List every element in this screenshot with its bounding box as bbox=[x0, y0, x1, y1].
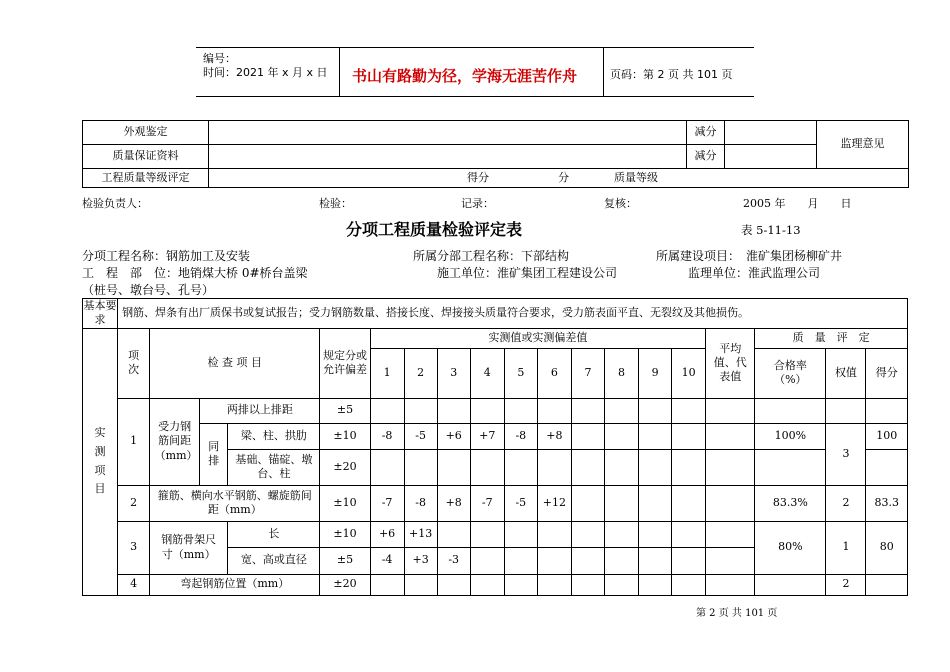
value-cell: +6 bbox=[437, 423, 470, 449]
value-cell bbox=[571, 547, 604, 574]
col-9: 9 bbox=[639, 348, 672, 398]
points-label: 分 bbox=[558, 170, 569, 184]
quality-docs-label: 质量保证资料 bbox=[83, 145, 209, 169]
value-cell bbox=[604, 521, 638, 547]
item-2-no: 2 bbox=[118, 485, 150, 521]
item-2-weight: 2 bbox=[826, 485, 866, 521]
value-cell: -7 bbox=[370, 485, 404, 521]
weight-header: 权值 bbox=[826, 348, 866, 398]
item-1-name: 受力钢筋间距（mm） bbox=[150, 398, 200, 485]
table-row bbox=[83, 423, 908, 449]
item-3b-sub: 宽、高或直径 bbox=[228, 547, 320, 574]
item-2-name: 箍筋、横向水平钢筋、螺旋筋间距（mm） bbox=[150, 485, 320, 521]
value-cell bbox=[537, 547, 571, 574]
col-5: 5 bbox=[504, 348, 537, 398]
value-cell bbox=[672, 547, 706, 574]
value-cell bbox=[437, 521, 470, 547]
same-row-label: 同排 bbox=[200, 423, 228, 485]
deduct-label: 减分 bbox=[687, 121, 725, 145]
date-label: 2005 年 月 日 bbox=[743, 197, 852, 210]
item-3-name: 钢筋骨架尺寸（mm） bbox=[150, 521, 228, 574]
value-cell bbox=[639, 547, 672, 574]
inspector-label: 检验负责人： bbox=[82, 197, 148, 210]
measured-values-header: 实测值或实测偏差值 bbox=[370, 328, 706, 348]
division-name: 所属分部工程名称：下部结构 bbox=[413, 249, 570, 263]
record-label: 记录： bbox=[461, 197, 494, 210]
value-cell bbox=[639, 521, 672, 547]
grade-eval-row bbox=[209, 169, 909, 188]
item-3-rate: 80% bbox=[755, 521, 826, 574]
basic-req-label: 基本要求 bbox=[83, 299, 117, 327]
value-cell: +8 bbox=[537, 423, 571, 449]
page-title: 分项工程质量检验评定表 bbox=[346, 220, 523, 239]
item-3b-tol: ±5 bbox=[320, 547, 370, 574]
item-4-tol: ±20 bbox=[320, 574, 370, 595]
score-label: 得分 bbox=[467, 170, 489, 184]
item-1a-sub: 两排以上排距 bbox=[200, 398, 320, 423]
value-cell bbox=[571, 423, 604, 449]
page-footer: 第 2 页 共 101 页 bbox=[696, 608, 778, 619]
value-cell: +7 bbox=[470, 423, 504, 449]
col-3: 3 bbox=[437, 348, 470, 398]
value-cell bbox=[639, 423, 672, 449]
contractor: 施工单位：淮矿集团工程建设公司 bbox=[437, 266, 618, 280]
value-cell: +6 bbox=[370, 521, 404, 547]
appearance-label: 外观鉴定 bbox=[83, 121, 209, 145]
avg-header: 平均值、代表值 bbox=[706, 328, 755, 398]
value-cell: +12 bbox=[537, 485, 571, 521]
score-header: 得分 bbox=[866, 348, 908, 398]
basic-req-text: 钢筋、焊条有出厂质保书或复试报告；受力钢筋数量、搭接长度、焊接接头质量符合要求，受力筋表面平直、无裂纹及其他损伤。 bbox=[118, 299, 908, 329]
value-cell: -3 bbox=[437, 547, 470, 574]
quality-grade-label: 质量等级 bbox=[614, 170, 658, 184]
col-8: 8 bbox=[604, 348, 638, 398]
item-1b-tol: ±10 bbox=[320, 423, 370, 449]
item-1a-tol: ±5 bbox=[320, 398, 370, 423]
value-cell bbox=[604, 485, 638, 521]
motto: 书山有路勤为径，学海无涯苦作舟 bbox=[352, 67, 578, 85]
col-6: 6 bbox=[537, 348, 571, 398]
review-label: 复核： bbox=[604, 197, 637, 210]
value-cell: -7 bbox=[470, 485, 504, 521]
value-cell: +3 bbox=[404, 547, 437, 574]
value-cell bbox=[571, 521, 604, 547]
value-cell: -8 bbox=[370, 423, 404, 449]
value-cell bbox=[504, 547, 537, 574]
item-1c-tol: ±20 bbox=[320, 449, 370, 485]
inspection-table bbox=[82, 298, 908, 596]
table-row bbox=[83, 485, 908, 521]
value-cell: -4 bbox=[370, 547, 404, 574]
appearance-value bbox=[209, 121, 687, 145]
grade-eval-label: 工程质量等级评定 bbox=[83, 169, 209, 188]
pile-note: （桩号、墩台号、孔号） bbox=[82, 283, 215, 297]
table-row bbox=[83, 574, 908, 595]
time-text: 时间：2021 年 x 月 x 日 bbox=[203, 66, 328, 79]
item-3a-sub: 长 bbox=[228, 521, 320, 547]
supervisor: 监理单位：淮武监理公司 bbox=[688, 266, 821, 280]
value-cell bbox=[537, 521, 571, 547]
value-cell bbox=[604, 423, 638, 449]
value-cell bbox=[604, 547, 638, 574]
item-2-rate: 83.3% bbox=[755, 485, 826, 521]
item-4-weight: 2 bbox=[826, 574, 866, 595]
item-1-score: 100 bbox=[866, 423, 908, 449]
item-1c-sub: 基础、锚碇、墩台、柱 bbox=[228, 449, 320, 485]
table-row bbox=[83, 521, 908, 547]
item-3-no: 3 bbox=[118, 521, 150, 574]
item-2-score: 83.3 bbox=[866, 485, 908, 521]
item-1-no: 1 bbox=[118, 398, 150, 485]
deduct-label-2: 减分 bbox=[687, 145, 725, 169]
item-1b-sub: 梁、柱、拱肋 bbox=[228, 423, 320, 449]
supervision-opinion-label: 监理意见 bbox=[817, 121, 909, 169]
table-row bbox=[83, 398, 908, 423]
value-cell: -8 bbox=[404, 485, 437, 521]
value-cell bbox=[504, 521, 537, 547]
value-cell bbox=[672, 423, 706, 449]
value-cell: -5 bbox=[504, 485, 537, 521]
col-1: 1 bbox=[370, 348, 404, 398]
col-4: 4 bbox=[470, 348, 504, 398]
code-label: 编号： bbox=[203, 52, 236, 65]
col-2: 2 bbox=[404, 348, 437, 398]
value-cell bbox=[571, 485, 604, 521]
deduct-value-1 bbox=[725, 121, 817, 145]
project-location: 工 程 部 位：地销煤大桥 0#桥台盖梁 bbox=[82, 266, 308, 280]
quality-docs-value bbox=[209, 145, 687, 169]
deduct-value-2 bbox=[725, 145, 817, 169]
evaluation-table bbox=[82, 120, 909, 188]
quality-eval-header: 质 量 评 定 bbox=[755, 328, 908, 348]
item-2-tol: ±10 bbox=[320, 485, 370, 521]
check-label: 检验： bbox=[319, 197, 352, 210]
value-cell: -8 bbox=[504, 423, 537, 449]
sub-project-name: 分项工程名称：钢筋加工及安装 bbox=[82, 249, 251, 263]
value-cell bbox=[470, 521, 504, 547]
col-7: 7 bbox=[571, 348, 604, 398]
measured-items-label: 实测项目 bbox=[83, 328, 118, 595]
tolerance-header: 规定分或允许偏差 bbox=[320, 328, 370, 398]
value-cell bbox=[470, 547, 504, 574]
value-cell bbox=[639, 485, 672, 521]
pass-rate-header: 合格率（%） bbox=[755, 348, 826, 398]
item-1-weight: 3 bbox=[826, 423, 866, 485]
check-item-header: 检 查 项 目 bbox=[150, 328, 320, 398]
item-1-rate: 100% bbox=[755, 423, 826, 449]
value-cell: +13 bbox=[404, 521, 437, 547]
item-4-name: 弯起钢筋位置（mm） bbox=[150, 574, 320, 595]
construction-project: 所属建设项目： 淮矿集团杨柳矿井 bbox=[656, 249, 843, 263]
value-cell: -5 bbox=[404, 423, 437, 449]
item-3-score: 80 bbox=[866, 521, 908, 574]
item-4-no: 4 bbox=[118, 574, 150, 595]
value-cell bbox=[672, 485, 706, 521]
col-10: 10 bbox=[672, 348, 706, 398]
item-3a-tol: ±10 bbox=[320, 521, 370, 547]
table-number: 表 5-11-13 bbox=[741, 223, 801, 237]
value-cell bbox=[672, 521, 706, 547]
page-text: 页码：第 2 页 共 101 页 bbox=[610, 68, 733, 81]
value-cell: +8 bbox=[437, 485, 470, 521]
item-no-header: 项次 bbox=[118, 328, 150, 398]
item-3-weight: 1 bbox=[826, 521, 866, 574]
